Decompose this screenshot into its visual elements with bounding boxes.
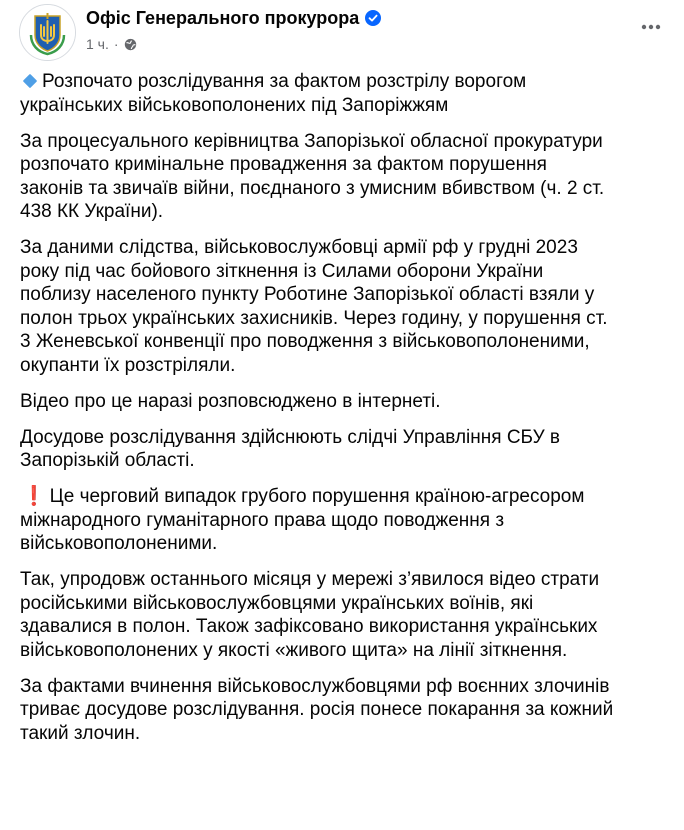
post-text xyxy=(20,70,670,758)
post-paragraph: Так, упродовж останнього місяця у мережі з’явилося відео страти російськими військовослужбовцями українських воїнів, які здавалися в полон. Також зафіксовано використання українських військовополонених у якості «живого щита» на лінії зіткнення. xyxy=(20,569,600,661)
small-blue-diamond-icon xyxy=(23,74,37,88)
red-exclamation-icon: ❗ xyxy=(22,486,46,507)
post-header xyxy=(19,4,669,64)
globe-icon[interactable] xyxy=(124,38,137,51)
post-paragraph: За фактами вчинення військовослужбовцями рф воєнних злочинів триває досудове розслідування. росія понесе покарання за кожний такий злочин. xyxy=(20,675,614,744)
meta-separator: · xyxy=(113,36,119,52)
more-options-icon xyxy=(641,24,661,30)
post-paragraph: Досудове розслідування здійснюють слідчі Управління СБУ в Запорізькій області. xyxy=(20,426,561,471)
post-timestamp[interactable]: 1 ч. xyxy=(86,36,109,52)
post-paragraph-headline xyxy=(20,70,670,117)
post-paragraph-warning xyxy=(20,485,670,556)
author-name-link[interactable] xyxy=(86,7,381,29)
paragraph-text: Це черговий випадок грубого порушення країною-агресором міжнародного гуманітарного права щодо поводження з військовополоненими. xyxy=(20,486,585,554)
more-options-button[interactable] xyxy=(633,14,669,40)
prosecutor-emblem-icon xyxy=(20,5,75,60)
post-paragraph: За даними слідства, військовослужбовці армії рф у грудні 2023 року під час бойового зіткнення із Силами оборони України поблизу населеного пункту Роботине Запорізької області взяли у полон трьох українських захисників. Через годину, у порушення ст. 3 Женевської конвенції про поводження з військовополоненими, окупанти їх розстріляли. xyxy=(20,237,608,376)
post-paragraph: За процесуального керівництва Запорізької обласної прокуратури розпочато кримінальне провадження за фактом порушення законів та звичаїв війни, поєднаного з умисним вбивством (ч. 2 ст. 438 КК України). xyxy=(20,130,605,222)
paragraph-text: Розпочато розслідування за фактом розстрілу ворогом українських військовополонених під Запоріжжям xyxy=(20,71,527,116)
verified-badge-icon xyxy=(365,10,381,26)
post-meta xyxy=(86,36,137,52)
page-avatar[interactable] xyxy=(19,4,76,61)
author-name: Офіс Генерального прокурора xyxy=(86,8,360,28)
post-paragraph: Відео про це наразі розповсюджено в інтернеті. xyxy=(20,390,441,412)
